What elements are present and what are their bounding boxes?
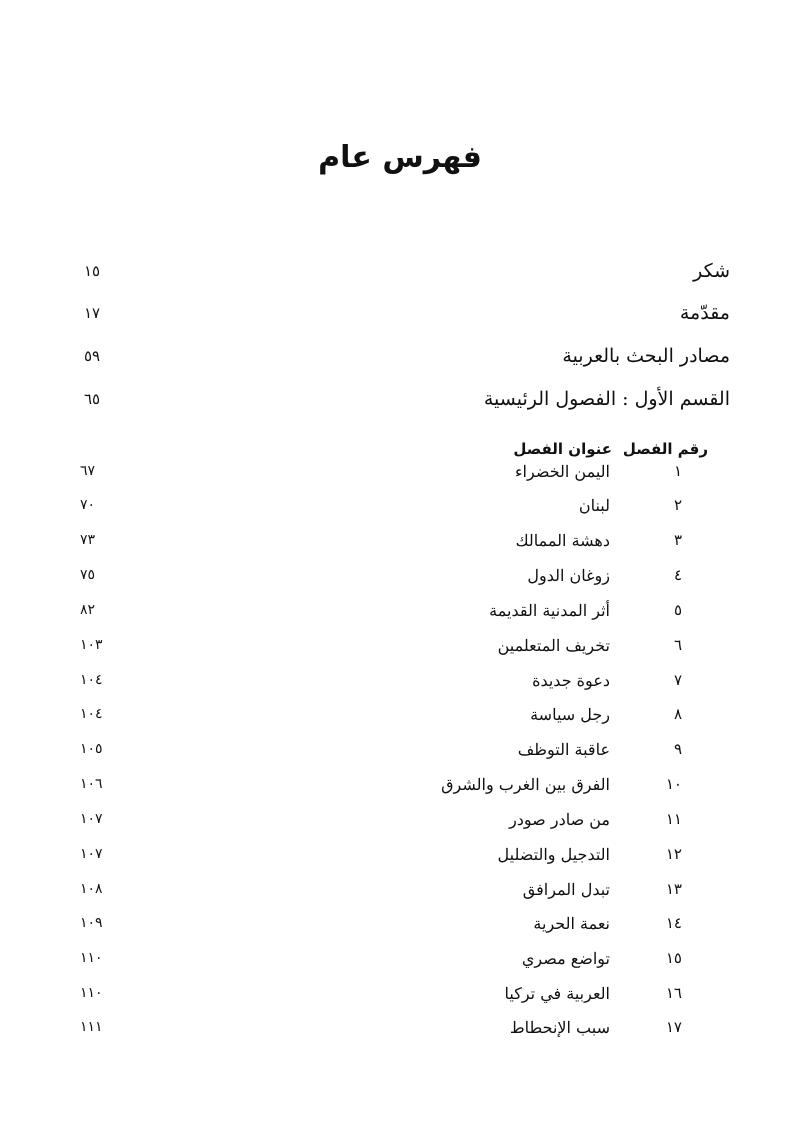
chapter-title: سبب الإنحطاط <box>509 1018 610 1037</box>
chapter-row[interactable] <box>0 462 800 492</box>
chapter-number: ١٥ <box>665 949 682 967</box>
chapter-row[interactable] <box>0 636 800 666</box>
chapter-row[interactable] <box>0 984 800 1014</box>
chapter-number: ١٤ <box>665 914 682 932</box>
chapter-row[interactable] <box>0 845 800 875</box>
chapter-number: ٥ <box>673 601 682 619</box>
chapter-title: رجل سياسة <box>530 705 610 724</box>
chapter-page: ١٠٥ <box>80 741 103 757</box>
chapter-page: ٧٣ <box>80 532 96 548</box>
chapter-title: لبنان <box>578 496 610 515</box>
toc-entry-acknowledgements[interactable] <box>0 260 800 292</box>
chapter-row[interactable] <box>0 531 800 561</box>
chapter-row[interactable] <box>0 949 800 979</box>
chapter-page: ١٠٧ <box>80 846 103 862</box>
chapter-title: زوغان الدول <box>527 566 610 585</box>
chapter-page: ٦٧ <box>80 463 96 479</box>
chapter-title: دعوة جديدة <box>532 671 610 690</box>
toc-entry-page: ٥٩ <box>84 347 101 365</box>
chapter-title-header: عنوان الفصل <box>513 440 612 458</box>
chapter-row[interactable] <box>0 496 800 526</box>
chapter-title: تبدل المرافق <box>522 880 610 899</box>
toc-entry-introduction[interactable] <box>0 302 800 334</box>
chapter-row[interactable] <box>0 1018 800 1048</box>
chapter-number: ١١ <box>665 810 682 828</box>
chapter-page: ٧٥ <box>80 567 96 583</box>
chapter-row[interactable] <box>0 740 800 770</box>
chapter-number: ٨ <box>673 705 682 723</box>
chapter-page: ١٠٩ <box>80 915 103 931</box>
toc-entry-label: القسم الأول : الفصول الرئيسية <box>483 388 730 410</box>
chapter-number: ٩ <box>673 740 682 758</box>
chapter-title: تخريف المتعلمين <box>497 636 610 655</box>
toc-entry-page: ٦٥ <box>84 390 101 408</box>
chapter-title: العربية في تركيا <box>504 984 610 1003</box>
toc-entry-label: مقدّمة <box>679 302 730 324</box>
chapter-number: ١٢ <box>665 845 682 863</box>
chapter-number: ٧ <box>673 671 682 689</box>
chapter-title: من صادر صودر <box>509 810 610 829</box>
toc-entry-page: ١٧ <box>84 304 101 322</box>
chapter-number: ١٦ <box>665 984 682 1002</box>
chapter-row[interactable] <box>0 566 800 596</box>
chapter-row[interactable] <box>0 880 800 910</box>
chapter-number: ٤ <box>673 566 682 584</box>
chapter-title: دهشة الممالك <box>515 531 610 550</box>
page-title: فهرس عام <box>318 140 482 175</box>
chapter-title: التدجيل والتضليل <box>497 845 610 864</box>
chapter-row[interactable] <box>0 671 800 701</box>
chapter-page: ١٠٤ <box>80 706 103 722</box>
chapter-title: أثر المدنية القديمة <box>489 601 610 620</box>
chapter-page: ١٠٧ <box>80 811 103 827</box>
toc-entry-part-one[interactable] <box>0 388 800 420</box>
chapter-number: ١٠ <box>665 775 682 793</box>
chapter-number: ١ <box>673 462 682 480</box>
chapter-number: ٣ <box>673 531 682 549</box>
chapter-page: ١١٠ <box>80 985 103 1001</box>
chapter-page: ٧٠ <box>80 497 96 513</box>
toc-entry-label: شكر <box>693 260 730 282</box>
chapter-title: نعمة الحرية <box>533 914 610 933</box>
chapter-title: تواضع مصري <box>521 949 610 968</box>
toc-entry-label: مصادر البحث بالعربية <box>562 345 730 367</box>
toc-entry-page: ١٥ <box>84 262 101 280</box>
chapter-row[interactable] <box>0 705 800 735</box>
chapter-row[interactable] <box>0 914 800 944</box>
chapter-number: ١٣ <box>665 880 682 898</box>
chapter-page: ١٠٦ <box>80 776 103 792</box>
chapter-page: ١٠٣ <box>80 637 103 653</box>
chapter-row[interactable] <box>0 810 800 840</box>
chapter-title: عاقبة التوظف <box>517 740 610 759</box>
chapter-row[interactable] <box>0 775 800 805</box>
chapter-number: ١٧ <box>665 1018 682 1036</box>
chapter-page: ١١٠ <box>80 950 103 966</box>
chapter-page: ٨٢ <box>80 602 96 618</box>
chapter-number: ٢ <box>673 496 682 514</box>
chapter-page: ١٠٤ <box>80 672 103 688</box>
chapter-number: ٦ <box>673 636 682 654</box>
toc-entry-arabic-sources[interactable] <box>0 345 800 377</box>
chapter-row[interactable] <box>0 601 800 631</box>
chapter-page: ١١١ <box>80 1019 103 1035</box>
chapter-title: اليمن الخضراء <box>515 462 610 481</box>
chapter-number-header: رقم الفصل <box>622 440 708 458</box>
chapter-page: ١٠٨ <box>80 881 103 897</box>
chapter-title: الفرق بين الغرب والشرق <box>441 775 610 794</box>
